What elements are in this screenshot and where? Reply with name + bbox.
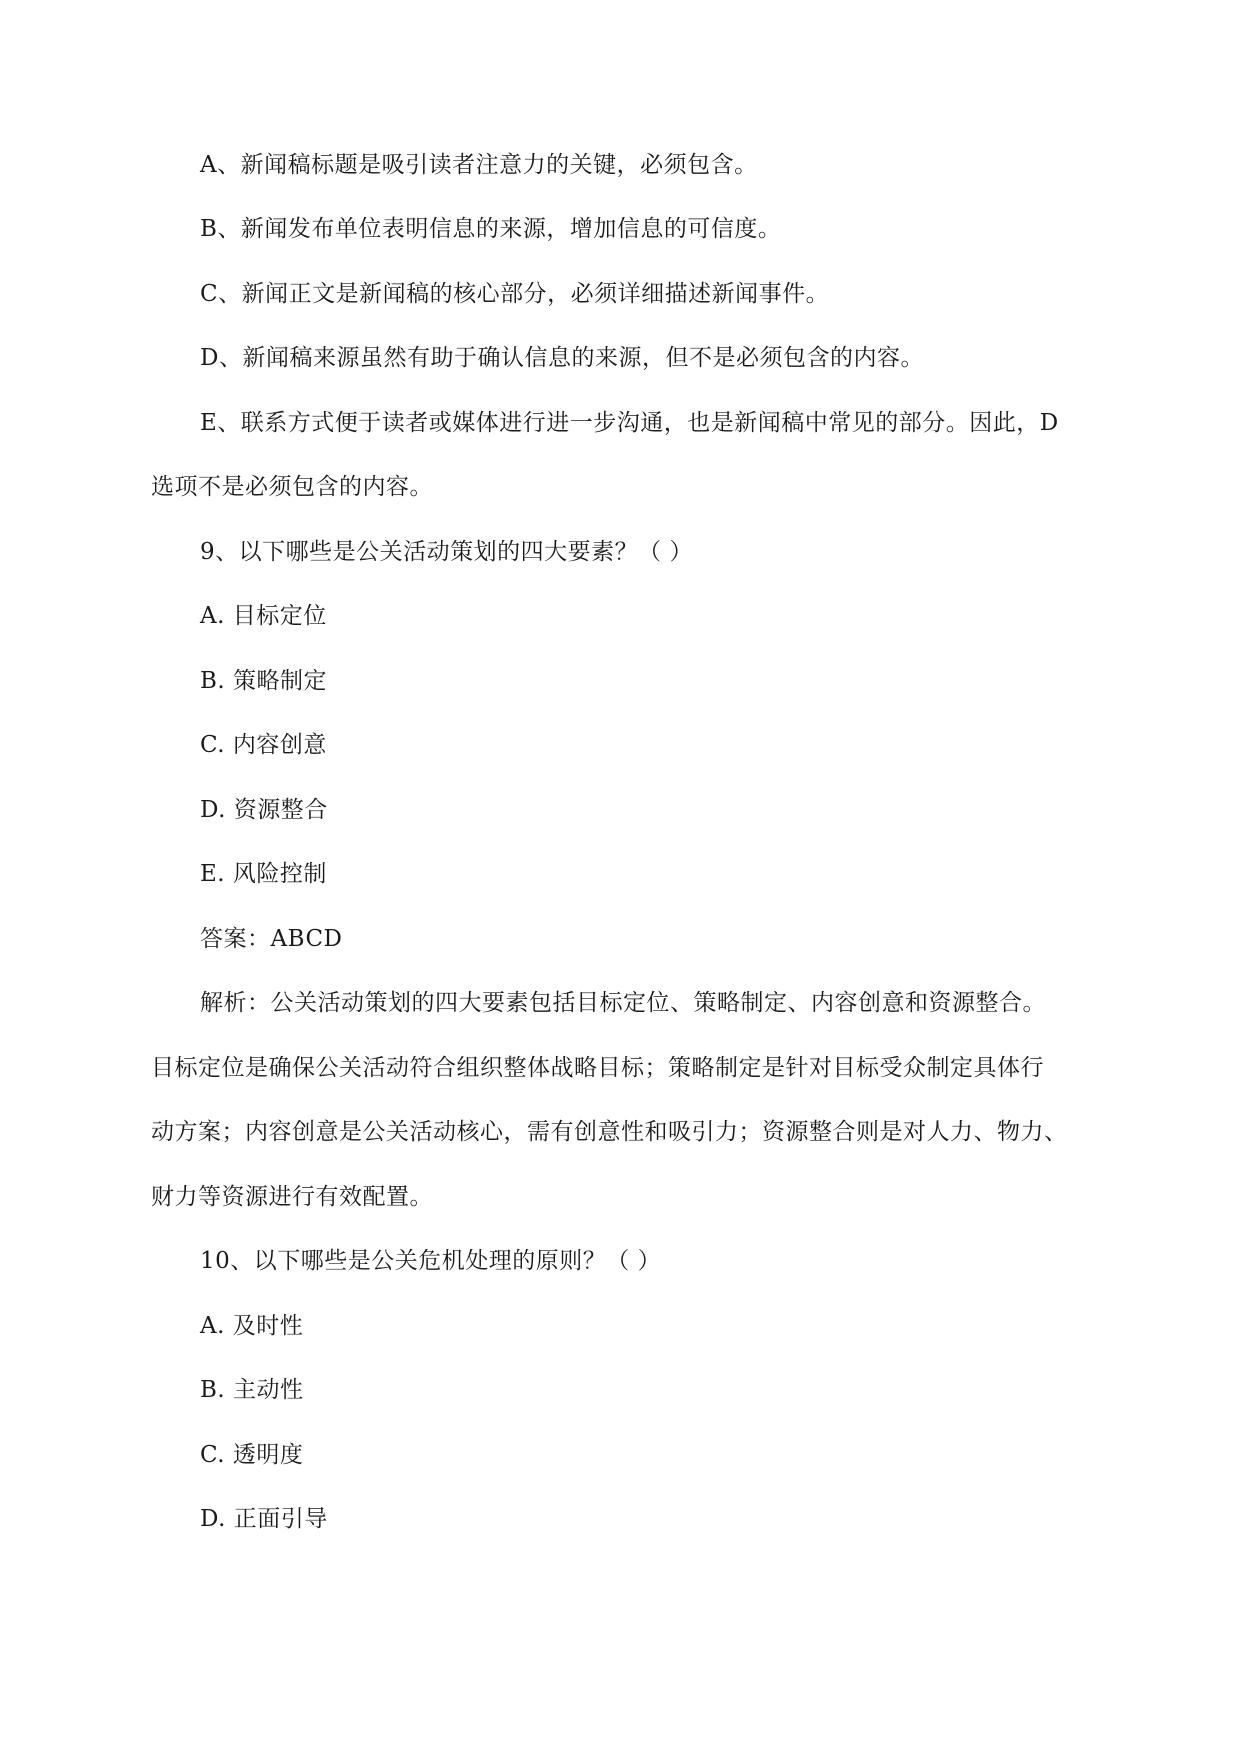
q10-option-c: C. 透明度 [200,1442,304,1468]
analysis-option-b: B、新闻发布单位表明信息的来源，增加信息的可信度。 [200,216,782,242]
q10-option-a: A. 及时性 [200,1313,304,1339]
q10-option-d: D. 正面引导 [200,1506,328,1532]
q9-option-e: E. 风险控制 [200,861,327,887]
analysis-option-e: E、联系方式便于读者或媒体进行进一步沟通，也是新闻稿中常见的部分。因此，D [200,410,1059,436]
q9-option-b: B. 策略制定 [200,668,328,694]
analysis-option-c: C、新闻正文是新闻稿的核心部分，必须详细描述新闻事件。 [200,281,830,307]
question-10: 10、以下哪些是公关危机处理的原则？（ ） [200,1248,662,1274]
analysis-option-a: A、新闻稿标题是吸引读者注意力的关键，必须包含。 [200,152,758,178]
q9-explanation-line-1: 解析：公关活动策划的四大要素包括目标定位、策略制定、内容创意和资源整合。 [200,990,1046,1016]
q9-option-a: A. 目标定位 [200,603,327,629]
q9-explanation-line-2: 目标定位是确保公关活动符合组织整体战略目标；策略制定是针对目标受众制定具体行 [151,1055,1044,1081]
question-9: 9、以下哪些是公关活动策划的四大要素？（ ） [200,539,693,565]
analysis-option-d: D、新闻稿来源虽然有助于确认信息的来源，但不是必须包含的内容。 [200,345,924,371]
q9-option-c: C. 内容创意 [200,732,327,758]
q10-option-b: B. 主动性 [200,1377,304,1403]
analysis-option-e-continued: 选项不是必须包含的内容。 [151,474,433,500]
q9-explanation-line-4: 财力等资源进行有效配置。 [151,1184,433,1210]
q9-explanation-line-3: 动方案；内容创意是公关活动核心，需有创意性和吸引力；资源整合则是对人力、物力、 [151,1119,1068,1145]
q9-option-d: D. 资源整合 [200,797,328,823]
q9-answer: 答案：ABCD [200,926,343,952]
